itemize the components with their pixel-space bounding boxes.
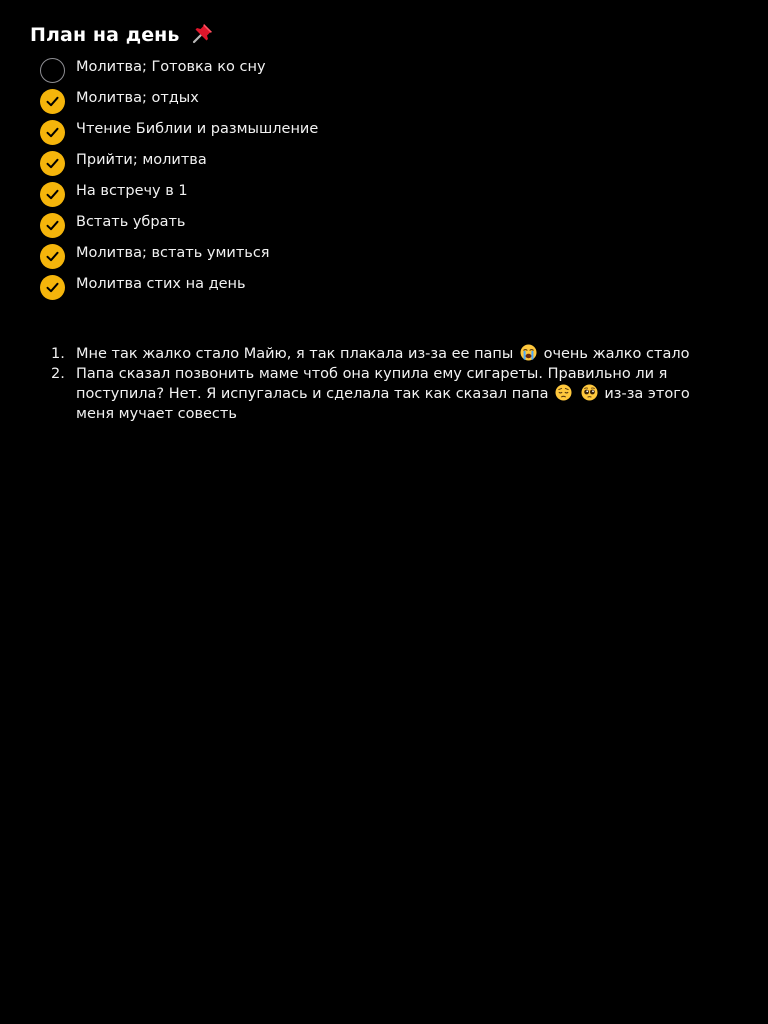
pleading-face-icon bbox=[581, 384, 598, 401]
loudly-crying-face-icon bbox=[520, 344, 537, 361]
note-title[interactable] bbox=[30, 20, 216, 46]
list-number: 1. bbox=[51, 346, 65, 362]
numbered-list-item[interactable] bbox=[40, 364, 730, 424]
checklist-item-label[interactable]: Молитва; отдых bbox=[76, 90, 199, 106]
checklist-item-label[interactable]: Молитва; Готовка ко сну bbox=[76, 59, 266, 75]
checklist-item[interactable] bbox=[40, 149, 318, 180]
list-item-text[interactable] bbox=[76, 344, 730, 364]
checklist-item[interactable] bbox=[40, 56, 318, 87]
checklist-item-label[interactable]: Молитва стих на день bbox=[76, 276, 246, 292]
checklist-item[interactable] bbox=[40, 273, 318, 304]
checkmark-icon[interactable] bbox=[40, 89, 65, 114]
checkmark-icon[interactable] bbox=[40, 275, 65, 300]
list-number: 2. bbox=[51, 366, 65, 382]
checklist-item-label[interactable]: Прийти; молитва bbox=[76, 152, 207, 168]
pushpin-icon bbox=[190, 20, 216, 46]
checklist-item[interactable] bbox=[40, 118, 318, 149]
checkmark-icon[interactable] bbox=[40, 120, 65, 145]
checklist-item[interactable] bbox=[40, 87, 318, 118]
pensive-face-icon bbox=[555, 384, 572, 401]
text-segment: Папа сказал позвонить маме чтоб она купила ему сигареты. Правильно ли я поступила? Нет. Я испугалась и сделала так как сказал папа bbox=[76, 366, 668, 402]
numbered-list-item[interactable] bbox=[40, 344, 730, 364]
numbered-list bbox=[40, 344, 730, 424]
checklist-item[interactable] bbox=[40, 242, 318, 273]
checklist-item-label[interactable]: На встречу в 1 bbox=[76, 183, 188, 199]
checkmark-icon[interactable] bbox=[40, 244, 65, 269]
checklist bbox=[40, 56, 318, 304]
checkmark-icon[interactable] bbox=[40, 213, 65, 238]
checkmark-icon[interactable] bbox=[40, 182, 65, 207]
checklist-item[interactable] bbox=[40, 180, 318, 211]
checklist-item[interactable] bbox=[40, 211, 318, 242]
text-segment: из-за этого меня мучает совесть bbox=[76, 386, 690, 422]
text-segment: очень жалко стало bbox=[543, 346, 690, 362]
checkmark-icon[interactable] bbox=[40, 151, 65, 176]
list-item-text[interactable] bbox=[76, 364, 730, 424]
checklist-item-label[interactable]: Чтение Библии и размышление bbox=[76, 121, 319, 137]
note-title-text: План на день bbox=[30, 24, 180, 46]
checkbox-unchecked[interactable] bbox=[40, 58, 65, 83]
text-segment: Мне так жалко стало Майю, я так плакала из-за ее папы bbox=[76, 346, 514, 362]
checklist-item-label[interactable]: Встать убрать bbox=[76, 214, 186, 230]
checklist-item-label[interactable]: Молитва; встать умиться bbox=[76, 245, 270, 261]
